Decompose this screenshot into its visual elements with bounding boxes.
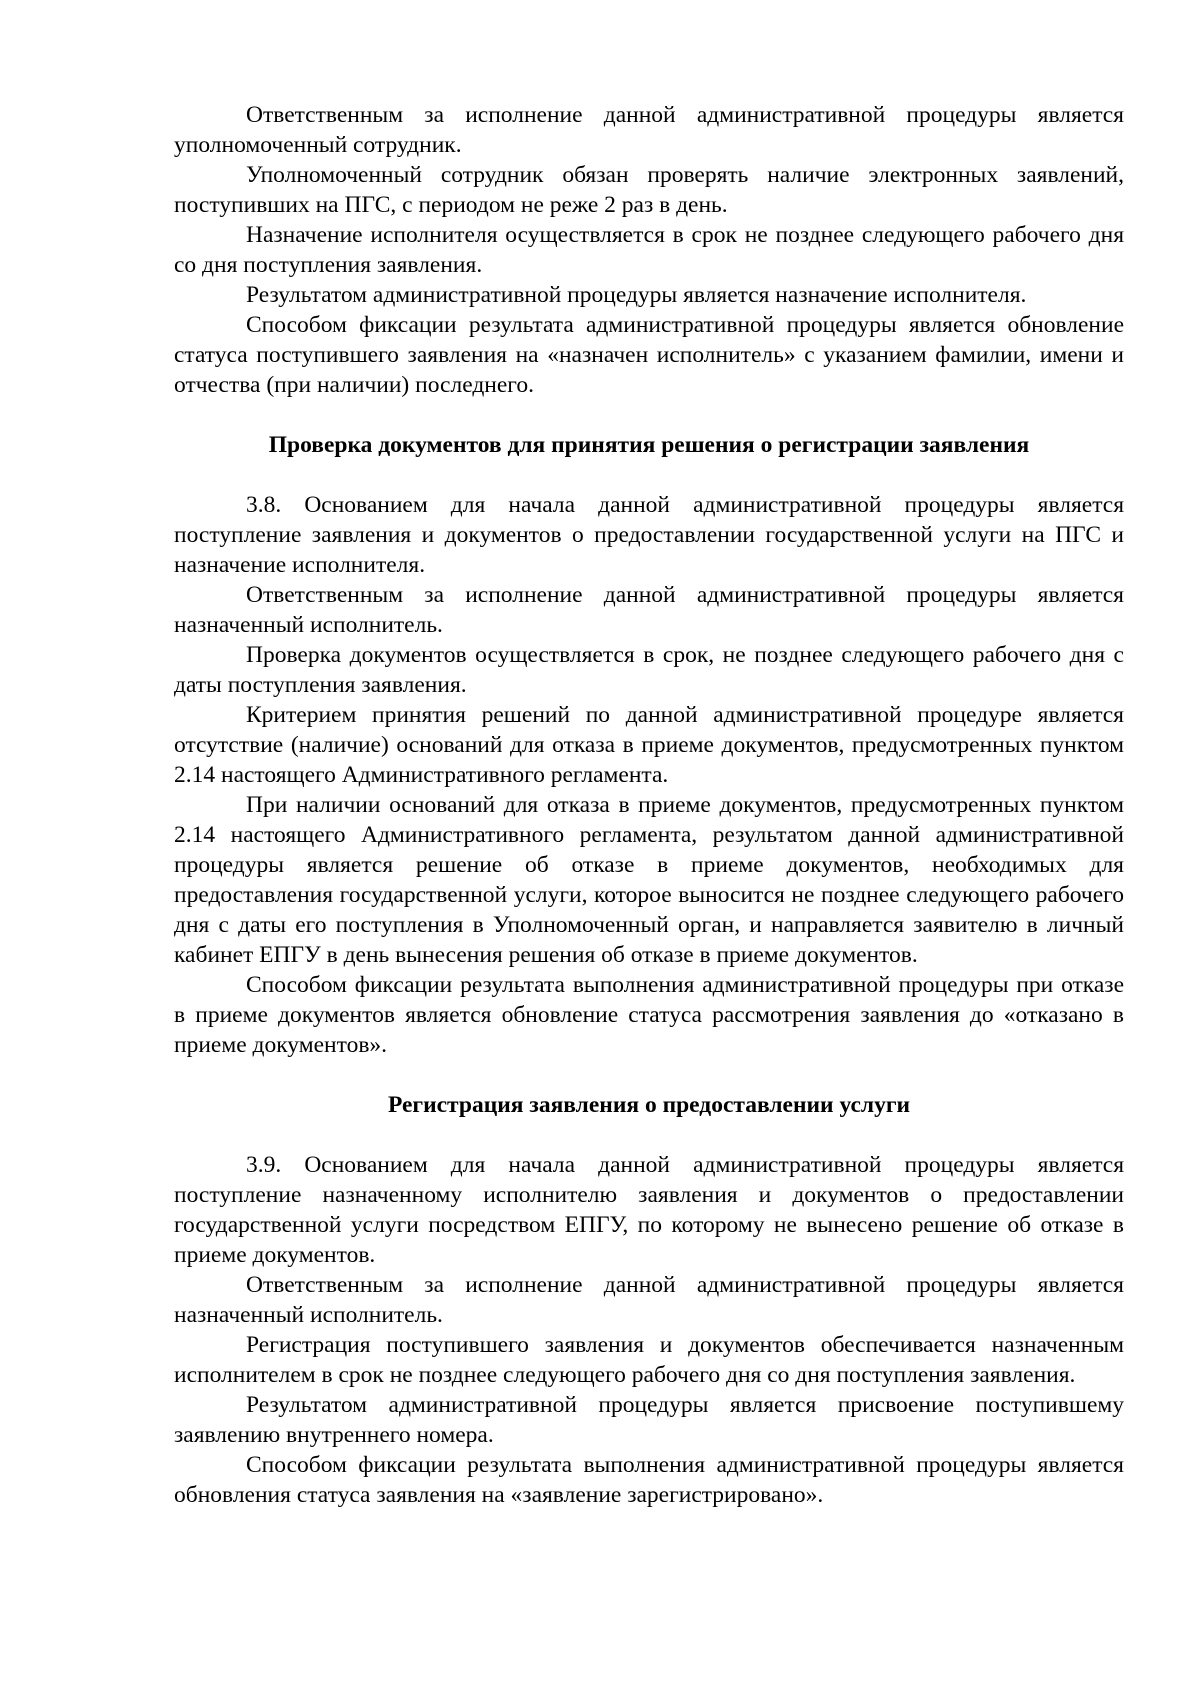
paragraph: Регистрация поступившего заявления и документов обеспечивается назначенным исполнителем в срок не позднее следующего рабочего дня со дня поступления заявления. <box>174 1332 1124 1388</box>
paragraph: Результатом административной процедуры является присвоение поступившему заявлению внутреннего номера. <box>174 1392 1124 1448</box>
paragraph: Критерием принятия решений по данной административной процедуре является отсутствие (наличие) оснований для отказа в приеме документов, предусмотренных пунктом 2.14 настоящего Административного регламента. <box>174 702 1124 788</box>
paragraph: Способом фиксации результата выполнения административной процедуры при отказе в приеме документов является обновление статуса рассмотрения заявления до «отказано в приеме документов». <box>174 972 1124 1058</box>
paragraph: Способом фиксации результата выполнения административной процедуры является обновления статуса заявления на «заявление зарегистрировано». <box>174 1452 1124 1508</box>
paragraph: Проверка документов осуществляется в срок, не позднее следующего рабочего дня с даты поступления заявления. <box>174 642 1124 698</box>
section-body-registration <box>174 1150 1124 1510</box>
document-page <box>174 100 1124 1510</box>
paragraph: Способом фиксации результата административной процедуры является обновление статуса поступившего заявления на «назначен исполнитель» с указанием фамилии, имени и отчества (при наличии) последнего. <box>174 312 1124 398</box>
paragraph: Уполномоченный сотрудник обязан проверять наличие электронных заявлений, поступивших на ПГС, с периодом не реже 2 раз в день. <box>174 162 1124 218</box>
paragraph: Ответственным за исполнение данной административной процедуры является назначенный исполнитель. <box>174 582 1124 638</box>
section-body-document-check <box>174 490 1124 1060</box>
paragraph: 3.8. Основанием для начала данной административной процедуры является поступление заявления и документов о предоставлении государственной услуги на ПГС и назначение исполнителя. <box>174 492 1124 578</box>
paragraph: Ответственным за исполнение данной административной процедуры является назначенный исполнитель. <box>174 1272 1124 1328</box>
section-heading-document-check: Проверка документов для принятия решения о регистрации заявления <box>268 432 1030 458</box>
paragraph: При наличии оснований для отказа в приеме документов, предусмотренных пунктом 2.14 настоящего Административного регламента, результатом данной административной процедуры является решение об отказе в приеме документов, необходимых для предоставления государственной услуги, которое выносится не позднее следующего рабочего дня с даты его поступления в Уполномоченный орган, и направляется заявителю в личный кабинет ЕПГУ в день вынесения решения об отказе в приеме документов. <box>174 792 1124 968</box>
paragraph: Ответственным за исполнение данной административной процедуры является уполномоченный сотрудник. <box>174 102 1124 158</box>
paragraph: Назначение исполнителя осуществляется в срок не позднее следующего рабочего дня со дня поступления заявления. <box>174 222 1124 278</box>
paragraph: 3.9. Основанием для начала данной административной процедуры является поступление назначенному исполнителю заявления и документов о предоставлении государственной услуги посредством ЕПГУ, по которому не вынесено решение об отказе в приеме документов. <box>174 1152 1124 1268</box>
section-heading-registration: Регистрация заявления о предоставлении услуги <box>387 1092 911 1118</box>
paragraph: Результатом административной процедуры является назначение исполнителя. <box>246 282 1027 308</box>
